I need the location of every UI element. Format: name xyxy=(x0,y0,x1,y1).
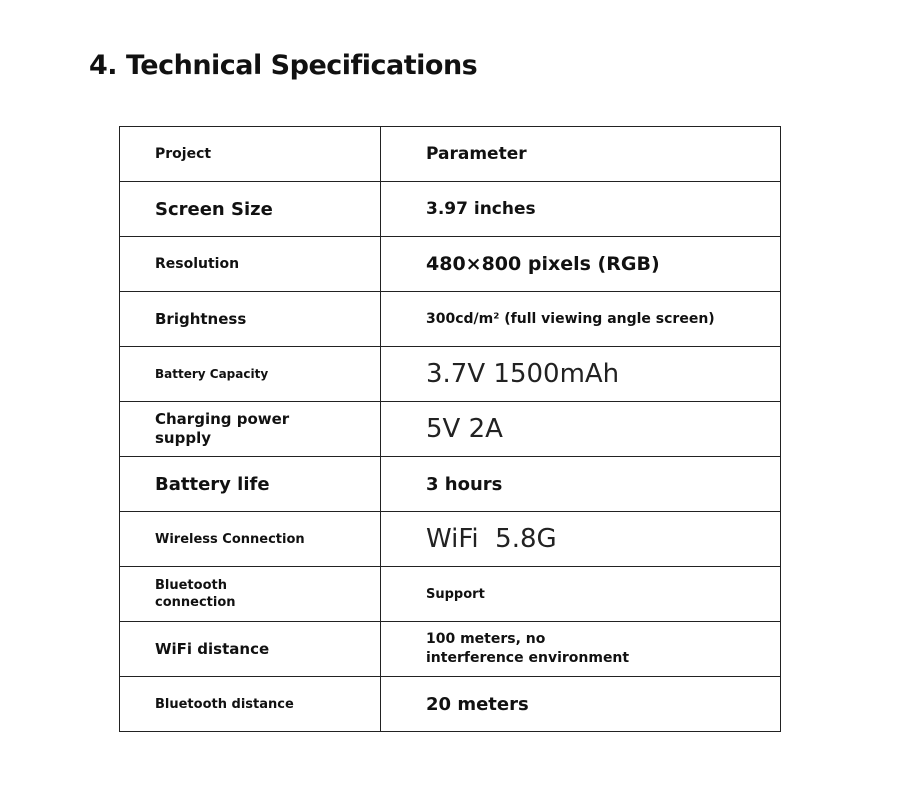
table-row xyxy=(120,292,781,347)
row-label: Wireless Connection xyxy=(120,512,381,567)
row-label: Bluetooth connection xyxy=(120,567,381,622)
table-header-row xyxy=(120,127,781,182)
table-row xyxy=(120,347,781,402)
row-label: Battery life xyxy=(120,457,381,512)
row-value: 3 hours xyxy=(381,457,781,512)
row-label: Bluetooth distance xyxy=(120,677,381,732)
table-row xyxy=(120,457,781,512)
table-row xyxy=(120,402,781,457)
table-row xyxy=(120,237,781,292)
row-value: Support xyxy=(381,567,781,622)
table-row xyxy=(120,677,781,732)
table-row xyxy=(120,512,781,567)
row-value: 5V 2A xyxy=(381,402,781,457)
row-label: Resolution xyxy=(120,237,381,292)
header-parameter: Parameter xyxy=(381,127,781,182)
table-row xyxy=(120,182,781,237)
row-value: 3.7V 1500mAh xyxy=(381,347,781,402)
row-label: Brightness xyxy=(120,292,381,347)
row-label: Charging power supply xyxy=(120,402,381,457)
row-label: Screen Size xyxy=(120,182,381,237)
header-project: Project xyxy=(120,127,381,182)
table-row xyxy=(120,622,781,677)
row-value: 100 meters, no interference environment xyxy=(381,622,781,677)
table-row xyxy=(120,567,781,622)
row-label: Battery Capacity xyxy=(120,347,381,402)
row-value: 300cd/m² (full viewing angle screen) xyxy=(381,292,781,347)
specifications-table xyxy=(119,126,781,732)
row-value: 480×800 pixels (RGB) xyxy=(381,237,781,292)
page-title: 4. Technical Specifications xyxy=(89,50,478,81)
row-value: WiFi 5.8G xyxy=(381,512,781,567)
row-value: 20 meters xyxy=(381,677,781,732)
row-label: WiFi distance xyxy=(120,622,381,677)
row-value: 3.97 inches xyxy=(381,182,781,237)
